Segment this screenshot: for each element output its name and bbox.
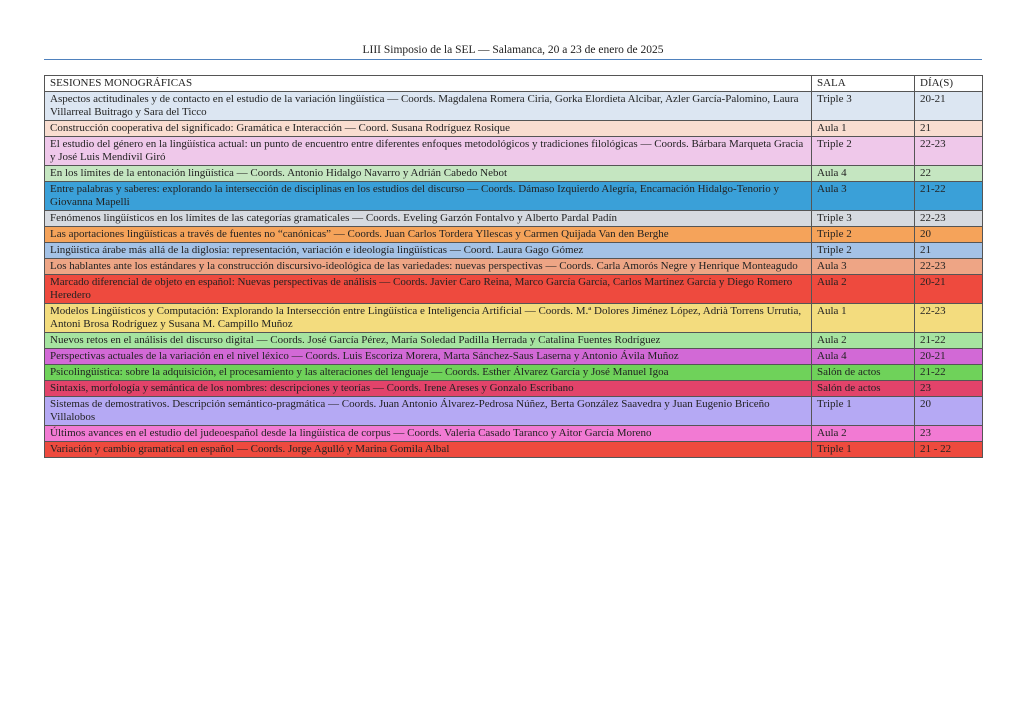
days-cell: 20-21 bbox=[915, 275, 983, 304]
sessions-table bbox=[44, 75, 983, 458]
header-sessions: SESIONES MONOGRÁFICAS bbox=[45, 76, 812, 92]
days-cell: 23 bbox=[915, 426, 983, 442]
room-cell: Aula 4 bbox=[812, 166, 915, 182]
days-cell: 22-23 bbox=[915, 137, 983, 166]
days-cell: 20-21 bbox=[915, 349, 983, 365]
table-row bbox=[45, 166, 983, 182]
table-row bbox=[45, 275, 983, 304]
table-row bbox=[45, 121, 983, 137]
room-cell: Triple 1 bbox=[812, 397, 915, 426]
days-cell: 22-23 bbox=[915, 304, 983, 333]
room-cell: Triple 3 bbox=[812, 211, 915, 227]
days-cell: 20-21 bbox=[915, 92, 983, 121]
session-cell: Nuevos retos en el análisis del discurso digital — Coords. José García Pérez, María Soledad Padilla Herrada y Catalina Fuentes Rodríguez bbox=[45, 333, 812, 349]
days-cell: 20 bbox=[915, 397, 983, 426]
days-cell: 20 bbox=[915, 227, 983, 243]
room-cell: Aula 3 bbox=[812, 182, 915, 211]
session-cell: Fenómenos lingüísticos en los límites de las categorías gramaticales — Coords. Eveling Garzón Fontalvo y Alberto Pardal Padín bbox=[45, 211, 812, 227]
table-row bbox=[45, 211, 983, 227]
days-cell: 21 - 22 bbox=[915, 442, 983, 458]
room-cell: Triple 2 bbox=[812, 137, 915, 166]
session-cell: Perspectivas actuales de la variación en el nivel léxico — Coords. Luis Escoriza Morera, Marta Sánchez-Saus Laserna y Antonio Ávila Muñoz bbox=[45, 349, 812, 365]
room-cell: Triple 3 bbox=[812, 92, 915, 121]
table-row bbox=[45, 259, 983, 275]
days-cell: 22-23 bbox=[915, 259, 983, 275]
days-cell: 23 bbox=[915, 381, 983, 397]
table-row bbox=[45, 442, 983, 458]
table-row bbox=[45, 243, 983, 259]
table-body bbox=[45, 92, 983, 458]
days-cell: 21 bbox=[915, 243, 983, 259]
room-cell: Triple 1 bbox=[812, 442, 915, 458]
days-cell: 21-22 bbox=[915, 182, 983, 211]
days-cell: 21-22 bbox=[915, 333, 983, 349]
room-cell: Salón de actos bbox=[812, 365, 915, 381]
session-cell: Últimos avances en el estudio del judeoespañol desde la lingüística de corpus — Coords. Valeria Casado Taranco y Aitor García Moreno bbox=[45, 426, 812, 442]
header-rule bbox=[44, 59, 982, 60]
room-cell: Salón de actos bbox=[812, 381, 915, 397]
session-cell: Modelos Lingüísticos y Computación: Explorando la Intersección entre Lingüística e Inteligencia Artificial — Coords. M.ª Dolores Jiménez López, Adrià Torrens Urrutia, Antoni Brosa Rodríguez y Susana M. Campillo Muñoz bbox=[45, 304, 812, 333]
room-cell: Aula 2 bbox=[812, 426, 915, 442]
table-header-row bbox=[45, 76, 983, 92]
session-cell: Las aportaciones lingüísticas a través de fuentes no “canónicas” — Coords. Juan Carlos Tordera Yllescas y Carmen Quijada Van den Berghe bbox=[45, 227, 812, 243]
page-header: LIII Simposio de la SEL — Salamanca, 20 a 23 de enero de 2025 bbox=[362, 44, 664, 56]
session-cell: Psicolingüística: sobre la adquisición, el procesamiento y las alteraciones del lenguaje — Coords. Esther Álvarez García y José Manuel Igoa bbox=[45, 365, 812, 381]
room-cell: Aula 3 bbox=[812, 259, 915, 275]
room-cell: Aula 4 bbox=[812, 349, 915, 365]
days-cell: 22-23 bbox=[915, 211, 983, 227]
header-room: SALA bbox=[812, 76, 915, 92]
table-row bbox=[45, 397, 983, 426]
session-cell: Aspectos actitudinales y de contacto en el estudio de la variación lingüística — Coords. Magdalena Romera Ciria, Gorka Elordieta Alcibar, Azler García-Palomino, Laura Villarreal Buitrago y Sara del Ticco bbox=[45, 92, 812, 121]
session-cell: Construcción cooperativa del significado: Gramática e Interacción — Coord. Susana Rodríguez Rosique bbox=[45, 121, 812, 137]
session-cell: Lingüística árabe más allá de la diglosia: representación, variación e ideología lingüísticas — Coord. Laura Gago Gómez bbox=[45, 243, 812, 259]
table-row bbox=[45, 137, 983, 166]
table-row bbox=[45, 333, 983, 349]
table-row bbox=[45, 304, 983, 333]
session-cell: Marcado diferencial de objeto en español: Nuevas perspectivas de análisis — Coords. Javier Caro Reina, Marco García García, Carlos Martínez García y Diego Romero Heredero bbox=[45, 275, 812, 304]
table-row bbox=[45, 365, 983, 381]
days-cell: 21-22 bbox=[915, 365, 983, 381]
days-cell: 22 bbox=[915, 166, 983, 182]
session-cell: Los hablantes ante los estándares y la construcción discursivo-ideológica de las variedades: nuevas perspectivas — Coords. Carla Amorós Negre y Henrique Monteagudo bbox=[45, 259, 812, 275]
session-cell: Sintaxis, morfología y semántica de los nombres: descripciones y teorías — Coords. Irene Areses y Gonzalo Escribano bbox=[45, 381, 812, 397]
table-row bbox=[45, 426, 983, 442]
session-cell: El estudio del género en la lingüística actual: un punto de encuentro entre diferentes enfoques metodológicos y tradiciones filológicas — Coords. Bárbara Marqueta Gracia y José Luis Mendívil Giró bbox=[45, 137, 812, 166]
room-cell: Aula 1 bbox=[812, 121, 915, 137]
table-row bbox=[45, 381, 983, 397]
table-row bbox=[45, 227, 983, 243]
session-cell: Variación y cambio gramatical en español — Coords. Jorge Agulló y Marina Gomila Albal bbox=[45, 442, 812, 458]
table-row bbox=[45, 92, 983, 121]
header-days: DÍA(S) bbox=[915, 76, 983, 92]
session-cell: En los límites de la entonación lingüística — Coords. Antonio Hidalgo Navarro y Adrián Cabedo Nebot bbox=[45, 166, 812, 182]
room-cell: Aula 1 bbox=[812, 304, 915, 333]
room-cell: Aula 2 bbox=[812, 275, 915, 304]
days-cell: 21 bbox=[915, 121, 983, 137]
room-cell: Aula 2 bbox=[812, 333, 915, 349]
room-cell: Triple 2 bbox=[812, 227, 915, 243]
session-cell: Sistemas de demostrativos. Descripción semántico-pragmática — Coords. Juan Antonio Álvarez-Pedrosa Núñez, Berta González Saavedra y Juan Eugenio Briceño Villalobos bbox=[45, 397, 812, 426]
room-cell: Triple 2 bbox=[812, 243, 915, 259]
session-cell: Entre palabras y saberes: explorando la intersección de disciplinas en los estudios del discurso — Coords. Dámaso Izquierdo Alegría, Encarnación Hidalgo-Tenorio y Giovanna Mapelli bbox=[45, 182, 812, 211]
table-row bbox=[45, 349, 983, 365]
table-row bbox=[45, 182, 983, 211]
